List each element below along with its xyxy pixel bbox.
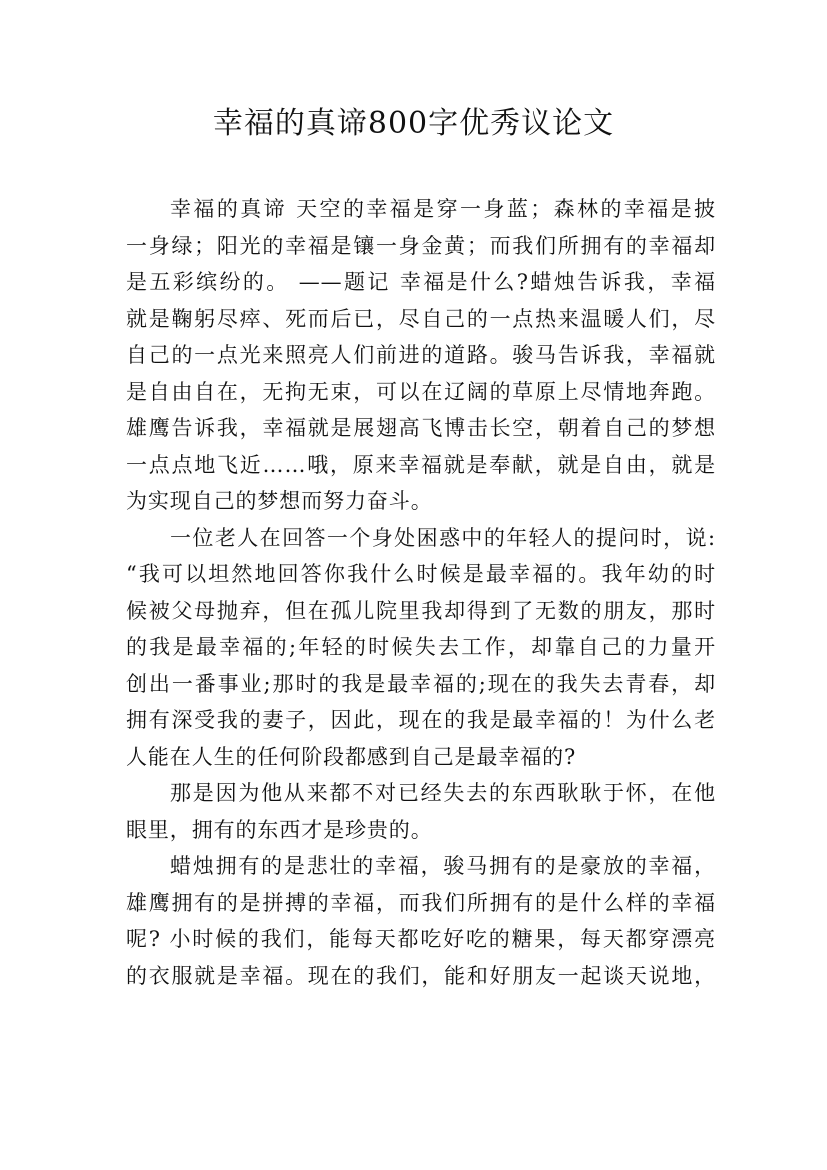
text-line: 呢? 小时候的我们，能每天都吃好吃的糖果，每天都穿漂亮 (126, 927, 716, 951)
paragraph-4 (126, 848, 716, 994)
text-line: 雄鹰拥有的是拼搏的幸福，而我们所拥有的是什么样的幸福 (126, 890, 716, 915)
text-line: “我可以坦然地回答你我什么时候是最幸福的。我年幼的时 (126, 562, 716, 586)
paragraph-2 (126, 520, 716, 776)
text-line: 的衣服就是幸福。现在的我们，能和好朋友一起谈天说地， (126, 963, 716, 988)
text-line: 一身绿；阳光的幸福是镶一身金黄；而我们所拥有的幸福却 (126, 233, 716, 258)
text-line: 自己的一点光来照亮人们前进的道路。骏马告诉我，幸福就 (126, 343, 716, 367)
paragraph-3 (126, 775, 716, 848)
text-line: 幸福的真谛 天空的幸福是穿一身蓝；森林的幸福是披 (170, 197, 716, 221)
text-line: 那是因为他从来都不对已经失去的东西耿耿于怀，在他 (170, 781, 716, 805)
text-line: 眼里，拥有的东西才是珍贵的。 (126, 817, 433, 842)
text-line: 人能在人生的任何阶段都感到自己是最幸福的? (126, 744, 577, 769)
text-line: 是五彩缤纷的。 ——题记 幸福是什么?蜡烛告诉我，幸福 (126, 270, 716, 294)
text-line: 一位老人在回答一个身处困惑中的年轻人的提问时，说: (170, 525, 716, 550)
text-line: 蜡烛拥有的是悲壮的幸福，骏马拥有的是豪放的幸福， (170, 854, 716, 878)
paragraph-1 (126, 191, 716, 520)
text-line: 一点点地飞近……哦，原来幸福就是奉献，就是自由，就是 (126, 452, 716, 477)
text-line: 的我是最幸福的;年轻的时候失去工作，却靠自己的力量开 (126, 635, 716, 659)
text-line: 候被父母抛弃，但在孤儿院里我却得到了无数的朋友，那时 (126, 598, 716, 623)
document-body (126, 191, 716, 994)
text-line: 雄鹰告诉我，幸福就是展翅高飞博击长空，朝着自己的梦想 (126, 416, 716, 440)
text-line: 创出一番事业;那时的我是最幸福的;现在的我失去青春，却 (126, 671, 716, 696)
text-line: 就是鞠躬尽瘁、死而后已，尽自己的一点热来温暖人们，尽 (126, 306, 716, 331)
text-line: 是自由自在，无拘无束，可以在辽阔的草原上尽情地奔跑。 (126, 379, 716, 404)
text-line: 拥有深受我的妻子，因此，现在的我是最幸福的！为什么老 (126, 708, 716, 732)
document-title: 幸福的真谛800字优秀议论文 (212, 106, 615, 141)
text-line: 为实现自己的梦想而努力奋斗。 (126, 489, 433, 513)
